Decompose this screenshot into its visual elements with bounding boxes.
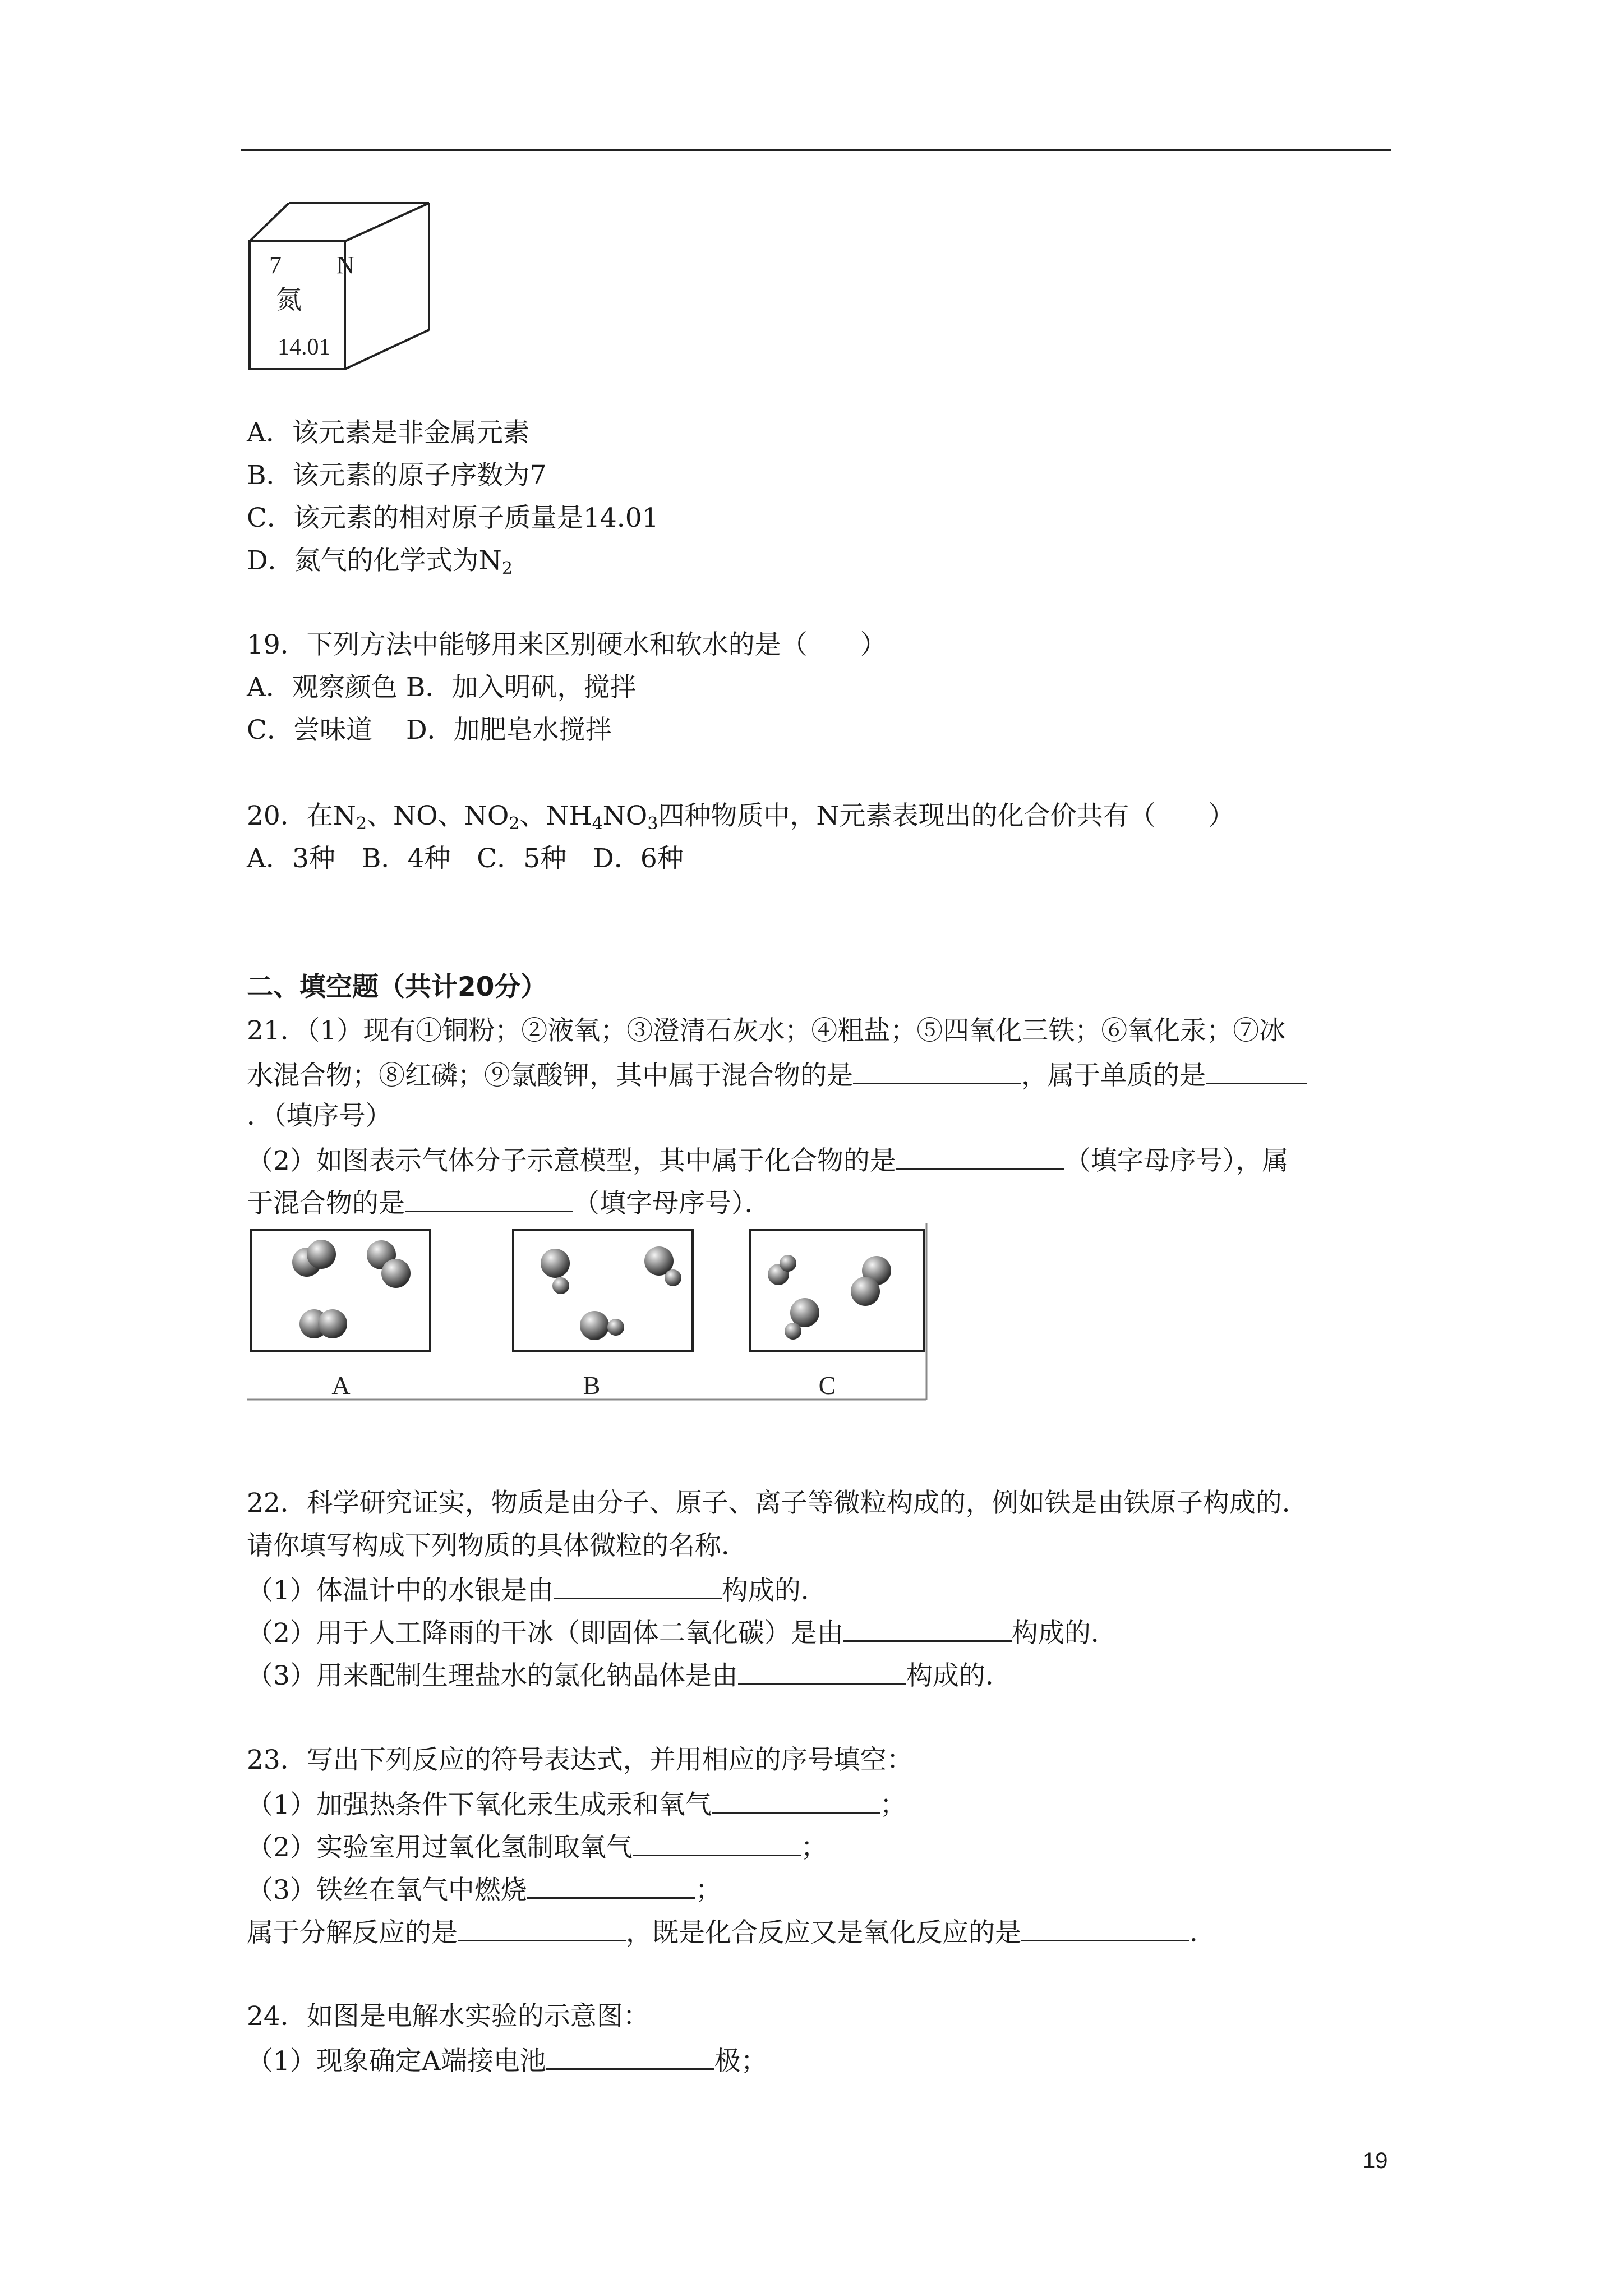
q19-option-d: D．加肥皂水搅拌 <box>405 715 612 746</box>
subscript: 4 <box>592 814 603 834</box>
page-number: 19 <box>1363 2148 1388 2173</box>
q23-stem: 23．写出下列反应的符号表达式，并用相应的序号填空： <box>247 1745 913 1775</box>
answer-blank-combination-oxidation[interactable] <box>1021 1914 1189 1941</box>
q21-line4-text-b: （填字母序号），属 <box>1064 1145 1289 1176</box>
answer-blank-sodium-chloride[interactable] <box>738 1657 906 1685</box>
q22-part3-text-a: （3）用来配制生理盐水的氯化钠晶体是由 <box>247 1660 738 1691</box>
q22-part2 <box>247 1614 1117 1650</box>
q18-option-a: A．该元素是非金属元素 <box>247 417 529 448</box>
q22-part1 <box>247 1572 827 1608</box>
q18-option-d-text: D．氮气的化学式为N <box>247 545 502 576</box>
q19-stem: 19．下列方法中能够用来区别硬水和软水的是（ ） <box>247 629 887 660</box>
answer-blank-compound[interactable] <box>896 1142 1064 1170</box>
q21-line2-text-b: ，属于单质的是 <box>1021 1060 1206 1091</box>
element-card-figure <box>241 196 443 381</box>
q20-options: A．3种 B．4种 C．5种 D．6种 <box>247 843 684 874</box>
q21-line2-text-a: 水混合物；⑧红磷；⑨氯酸钾，其中属于混合物的是 <box>247 1060 853 1091</box>
q22-part2-text-b: 构成的． <box>1011 1618 1117 1649</box>
q23-part1 <box>247 1786 906 1822</box>
answer-blank-decomposition[interactable] <box>458 1914 626 1941</box>
model-label-b: B <box>583 1371 601 1400</box>
q20-stem <box>247 799 1235 833</box>
q22-part1-text-b: 构成的． <box>721 1575 827 1606</box>
q19-option-c: C．尝味道 <box>247 715 372 746</box>
q23-part2-text: （2）实验室用过氧化氢制取氧气 <box>247 1832 633 1863</box>
element-symbol: N <box>336 251 354 279</box>
answer-blank-dry-ice[interactable] <box>843 1614 1012 1642</box>
header-rule <box>241 149 1391 151</box>
q24-stem: 24．如图是电解水实验的示意图： <box>247 2001 649 2032</box>
q21-line5-text-a: 于混合物的是 <box>247 1188 405 1219</box>
semicolon: ； <box>879 1789 906 1820</box>
q21-line4-text-a: （2）如图表示气体分子示意模型，其中属于化合物的是 <box>247 1145 896 1176</box>
q23-part3-text: （3）铁丝在氧气中燃烧 <box>247 1875 527 1906</box>
q20-text-1: 20．在N <box>247 800 356 831</box>
q22-part2-text-a: （2）用于人工降雨的干冰（即固体二氧化碳）是由 <box>247 1618 843 1649</box>
q18-option-d <box>247 544 513 578</box>
q23-summary-text-a: 属于分解反应的是 <box>247 1917 458 1948</box>
element-name: 氮 <box>276 284 302 315</box>
q23-part1-text: （1）加强热条件下氧化汞生成汞和氧气 <box>247 1789 712 1820</box>
model-box-c <box>750 1230 924 1351</box>
q23-summary-text-b: ，既是化合反应又是氧化反应的是 <box>626 1917 1021 1948</box>
answer-blank-reaction-2[interactable] <box>633 1829 801 1856</box>
answer-blank-mercury[interactable] <box>554 1572 722 1599</box>
subscript: 2 <box>356 814 367 834</box>
q23-part2 <box>247 1829 827 1865</box>
q24-part1-text-b: 极； <box>714 2046 767 2077</box>
q18-option-b: B．该元素的原子序数为7 <box>247 460 547 491</box>
q20-text-3: 、NH <box>519 800 592 831</box>
q23-summary-text-c: ． <box>1189 1917 1216 1948</box>
q21-line1: 21．（1）现有①铜粉；②液氧；③澄清石灰水；④粗盐；⑤四氧化三铁；⑥氧化汞；⑦冰 <box>247 1015 1286 1046</box>
section-title: 二、填空题（共计20分） <box>247 972 547 1002</box>
answer-blank-mixture[interactable] <box>405 1185 573 1212</box>
q24-part1-text-a: （1）现象确定A端接电池 <box>247 2046 546 2077</box>
q22-part3 <box>247 1657 1012 1693</box>
subscript: 2 <box>501 559 513 578</box>
q18-option-c: C．该元素的相对原子质量是14.01 <box>247 503 659 533</box>
subscript: 3 <box>647 814 658 834</box>
answer-blank-elements[interactable] <box>1206 1057 1307 1084</box>
q22-part1-text-a: （1）体温计中的水银是由 <box>247 1575 554 1606</box>
q20-text-5: 四种物质中，N元素表现出的化合价共有（ ） <box>658 800 1235 831</box>
semicolon: ； <box>800 1832 827 1863</box>
subscript: 2 <box>509 814 520 834</box>
element-atomic-number: 7 <box>269 251 282 279</box>
element-mass: 14.01 <box>278 334 331 360</box>
q19-options-line1: A．观察颜色 B．加入明矾，搅拌 <box>247 672 637 703</box>
model-label-a: A <box>331 1371 351 1400</box>
answer-blank-electrode[interactable] <box>546 2042 714 2070</box>
molecule-model-figure <box>241 1223 931 1408</box>
q23-summary <box>247 1914 1216 1950</box>
answer-blank-mixtures[interactable] <box>853 1057 1021 1084</box>
q22-line1: 22．科学研究证实，物质是由分子、原子、离子等微粒构成的，例如铁是由铁原子构成的． <box>247 1488 1308 1519</box>
q23-part3 <box>247 1871 722 1907</box>
q21-line5-text-b: （填字母序号）． <box>573 1188 771 1219</box>
q19-options-line2 <box>247 714 612 747</box>
q21-line3: ．（填序号） <box>247 1101 392 1131</box>
q22-line2: 请你填写构成下列物质的具体微粒的名称． <box>247 1530 748 1561</box>
q21-line5 <box>247 1185 771 1221</box>
q24-part1 <box>247 2042 767 2078</box>
q22-part3-text-b: 构成的． <box>906 1660 1012 1691</box>
q21-line4 <box>247 1142 1288 1178</box>
answer-blank-reaction-1[interactable] <box>712 1786 880 1814</box>
answer-blank-reaction-3[interactable] <box>527 1871 695 1899</box>
q20-text-2: 、NO、NO <box>367 800 509 831</box>
q21-line2 <box>247 1057 1307 1093</box>
semicolon: ； <box>695 1875 722 1906</box>
model-label-c: C <box>818 1371 836 1400</box>
q20-text-4: NO <box>602 800 648 831</box>
